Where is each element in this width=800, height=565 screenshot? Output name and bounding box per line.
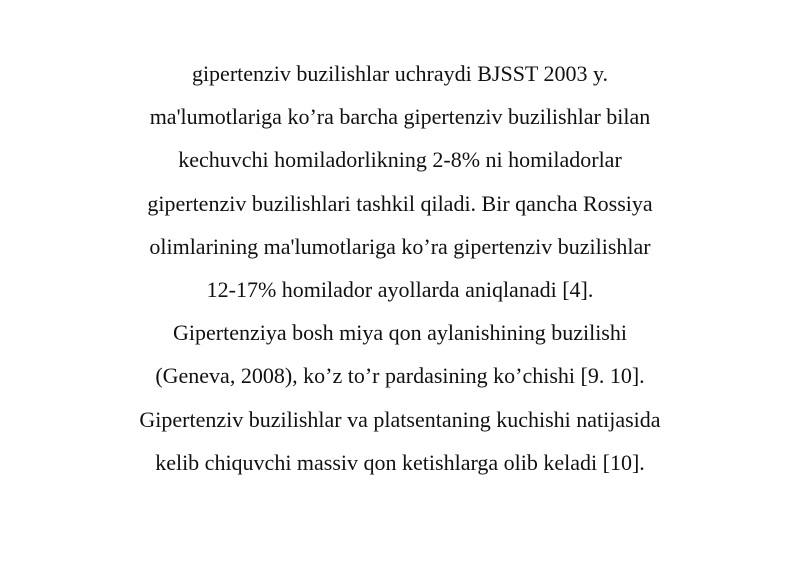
text-line-7: Gipertenziya bosh miya qon aylanishining buzilishi bbox=[173, 320, 627, 346]
body-text bbox=[60, 52, 740, 484]
text-line-5: olimlarining ma'lumotlariga ko’ra gipertenziv buzilishlar bbox=[149, 233, 651, 259]
text-line-9: Gipertenziv buzilishlar va platsentaning kuchishi natijasida bbox=[139, 406, 661, 432]
text-line-8: (Geneva, 2008), ko’z to’r pardasining ko’chishi [9. 10]. bbox=[155, 363, 645, 389]
text-line-2: ma'lumotlariga ko’ra barcha gipertenziv buzilishlar bilan bbox=[149, 104, 651, 130]
text-line-3: kechuvchi homiladorlikning 2-8% ni homiladorlar bbox=[178, 147, 622, 173]
text-line-1: gipertenziv buzilishlar uchraydi BJSST 2003 y. bbox=[191, 61, 609, 86]
text-line-6: 12-17% homilador ayollarda aniqlanadi [4]. bbox=[206, 277, 594, 303]
text-line-10: kelib chiquvchi massiv qon ketishlarga olib keladi [10]. bbox=[155, 449, 645, 475]
text-line-4: gipertenziv buzilishlari tashkil qiladi. Bir qancha Rossiya bbox=[147, 190, 653, 216]
